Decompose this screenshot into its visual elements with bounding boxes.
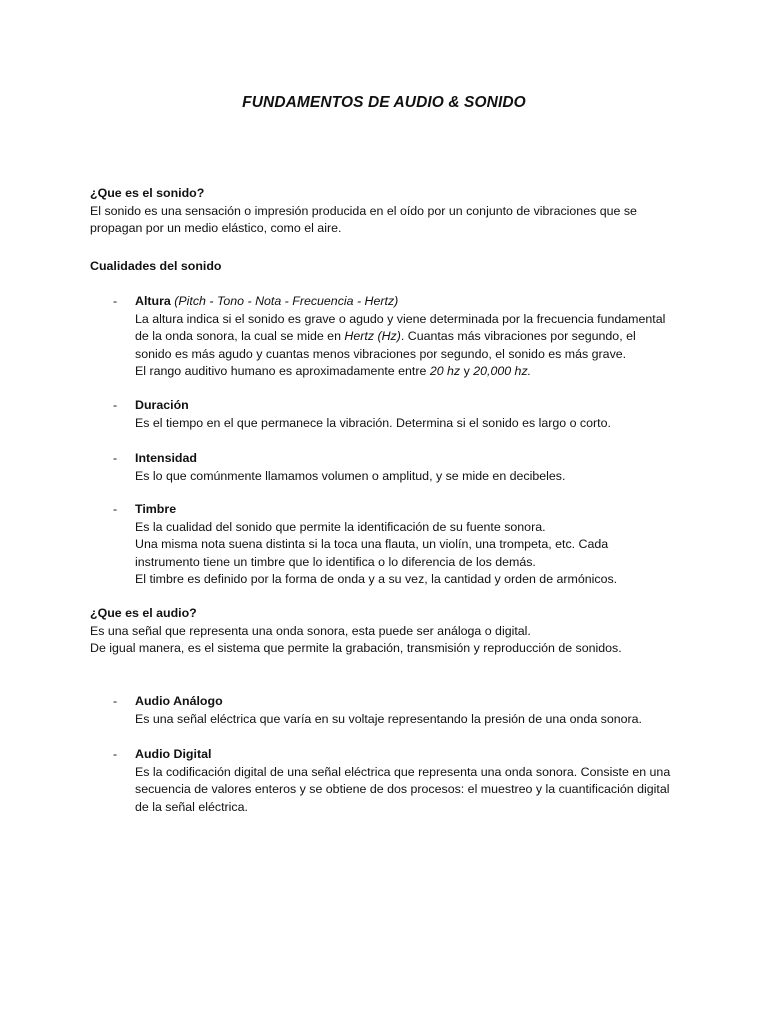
list-dash: - <box>113 294 118 308</box>
paragraph-line: Es la codificación digital de una señal eléctrica que representa una onda sonora. Consiste en una <box>135 764 671 779</box>
paragraph-line: instrumento tiene un timbre que lo identifica o lo diferencia de los demás. <box>135 554 536 569</box>
section-cualidades <box>90 258 690 276</box>
list-item-term: Duración <box>135 398 189 412</box>
paragraph-line: Es una señal eléctrica que varía en su voltaje representando la presión de una onda sonora. <box>135 711 642 726</box>
paragraph-line: Es el tiempo en el que permanece la vibración. Determina si el sonido es largo o corto. <box>135 415 611 430</box>
paragraph-line: Una misma nota suena distinta si la toca una flauta, un violín, una trompeta, etc. Cada <box>135 537 609 551</box>
paragraph-line: Es lo que comúnmente llamamos volumen o amplitud, y se mide en decibeles. <box>135 468 566 483</box>
paragraph-line: El sonido es una sensación o impresión producida en el oído por un conjunto de vibraciones que se <box>90 203 637 218</box>
paragraph-line: propagan por un medio elástico, como el aire. <box>90 221 342 235</box>
list-dash: - <box>113 694 118 708</box>
paragraph-line: de la señal eléctrica. <box>135 799 248 814</box>
paragraph-line: El rango auditivo humano es aproximadamente entre 20 hz y 20,000 hz. <box>135 364 532 378</box>
section-heading: ¿Que es el sonido? <box>90 186 205 200</box>
list-item-term: Intensidad <box>135 451 197 465</box>
paragraph-line: de la onda sonora, la cual se mide en Hertz (Hz). Cuantas más vibraciones por segundo, el <box>135 329 636 343</box>
section-sonido <box>90 185 690 238</box>
paragraph-line: De igual manera, es el sistema que permite la grabación, transmisión y reproducción de sonidos. <box>90 641 622 655</box>
list-dash: - <box>113 398 118 412</box>
list-dash: - <box>113 747 118 761</box>
list-dash: - <box>113 502 118 516</box>
list-item-term: Timbre <box>135 502 177 516</box>
paragraph-line: sonido es más agudo y cuantas menos vibraciones por segundo, el sonido es más grave. <box>135 346 627 361</box>
paragraph-line: Es la cualidad del sonido que permite la identificación de su fuente sonora. <box>135 519 546 534</box>
section-audio <box>90 605 690 658</box>
list-dash: - <box>113 451 118 465</box>
section-heading: ¿Que es el audio? <box>90 606 197 620</box>
document-title: FUNDAMENTOS DE AUDIO & SONIDO <box>242 94 526 111</box>
paragraph-line: El timbre es definido por la forma de onda y a su vez, la cantidad y orden de armónicos. <box>135 572 618 586</box>
paragraph-line: secuencia de valores enteros y se obtiene de dos procesos: el muestreo y la cuantificación digital <box>135 782 670 796</box>
list-item-header <box>135 293 695 311</box>
list-item-term: Audio Análogo <box>135 694 223 708</box>
list-item-term: Audio Digital <box>135 747 212 761</box>
section-heading: Cualidades del sonido <box>90 259 222 273</box>
list-item-subtitle: (Pitch - Tono - Nota - Frecuencia - Hertz) <box>174 294 399 308</box>
list-item-term: Altura <box>135 294 171 308</box>
paragraph-line: Es una señal que representa una onda sonora, esta puede ser análoga o digital. <box>90 623 531 638</box>
paragraph-line: La altura indica si el sonido es grave o agudo y viene determinada por la frecuencia fundamental <box>135 311 666 326</box>
